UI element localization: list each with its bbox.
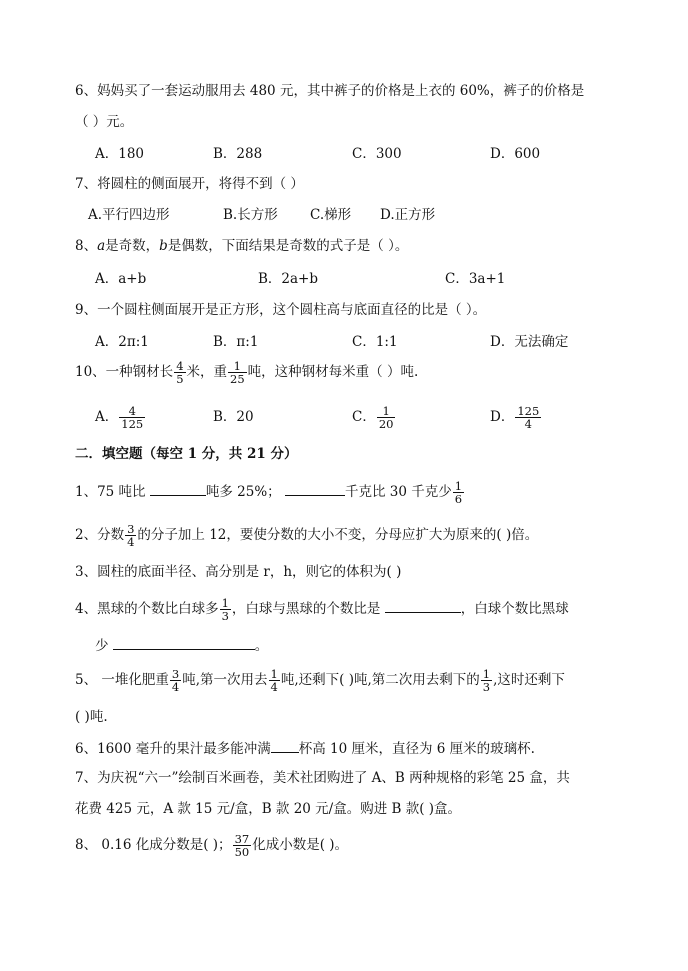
q10-option-a: A． $\frac{4}{125}$ bbox=[95, 404, 144, 431]
fill-4-fraction: $\frac{1}{3}$ bbox=[221, 596, 229, 623]
q10-p1: 10、一种钢材长 bbox=[75, 364, 174, 380]
fill-4-blank-2[interactable] bbox=[113, 635, 255, 650]
fill-1: 1、75 吨比 吨多 25%； 千克比 30 千克少 $\frac{1}{6}$ bbox=[75, 479, 463, 506]
q8-option-a: A．a+b bbox=[95, 271, 147, 287]
fill-4-line2: 少 。 bbox=[95, 635, 268, 655]
q9-option-d: D．无法确定 bbox=[490, 334, 569, 350]
q8-option-b: B．2a+b bbox=[258, 271, 319, 287]
fill-4-blank-1[interactable] bbox=[385, 598, 461, 613]
q10-fraction-weight: $\frac{1}{25}$ bbox=[230, 359, 245, 386]
q8-prefix: 8、 bbox=[75, 238, 98, 254]
q6-line1: 6、妈妈买了一套运动服用去 480 元，其中裤子的价格是上衣的 60%，裤子的价格是 bbox=[75, 83, 585, 99]
q7-option-a: A.平行四边形 bbox=[88, 207, 170, 223]
q10-option-d: D． $\frac{125}{4}$ bbox=[490, 404, 540, 431]
fill-1-fraction: $\frac{1}{6}$ bbox=[454, 479, 463, 506]
q9-option-a: A．2π:1 bbox=[95, 334, 149, 350]
fill-8-fraction: $\frac{37}{50}$ bbox=[234, 832, 250, 859]
q7-option-c: C.梯形 bbox=[310, 207, 352, 223]
q8-var-b: b bbox=[159, 238, 168, 254]
section-2-title: 二．填空题（每空 1 分，共 21 分） bbox=[75, 446, 298, 462]
q7-option-b: B.长方形 bbox=[223, 207, 278, 223]
q10-option-a-fraction: $\frac{4}{125}$ bbox=[121, 404, 144, 431]
q8-var-a: a bbox=[97, 238, 106, 254]
fill-1-blank-1[interactable] bbox=[150, 481, 206, 496]
q10-option-c: C． $\frac{1}{20}$ bbox=[352, 404, 394, 431]
q7-option-d: D.正方形 bbox=[380, 207, 436, 223]
q10-text bbox=[75, 357, 418, 387]
q6-option-b: B．288 bbox=[213, 146, 263, 162]
fill-3: 3、圆柱的底面半径、高分别是 r，h，则它的体积为( ) bbox=[75, 564, 402, 580]
q8-mid: 是奇数， bbox=[105, 238, 160, 254]
q8-suffix: 是偶数，下面结果是奇数的式子是（ ）。 bbox=[167, 238, 409, 254]
q10-p2: 米，重 bbox=[186, 364, 228, 380]
fill-7-line1: 7、为庆祝“六一”绘制百米画卷，美术社团购进了 A、B 两种规格的彩笔 25 盒，共 bbox=[75, 770, 570, 786]
fill-1-blank-2[interactable] bbox=[285, 481, 345, 496]
q10-option-b: B．20 bbox=[213, 409, 254, 425]
q6-option-a: A．180 bbox=[95, 146, 145, 162]
q8-option-c: C．3a+1 bbox=[445, 271, 506, 287]
fill-5-fraction-a: $\frac{3}{4}$ bbox=[171, 667, 180, 694]
q6-option-d: D．600 bbox=[490, 146, 541, 162]
q9-option-c: C．1:1 bbox=[352, 334, 398, 350]
fill-6-blank[interactable] bbox=[271, 738, 299, 753]
q10-option-c-fraction: $\frac{1}{20}$ bbox=[378, 404, 394, 431]
fill-2-fraction: $\frac{3}{4}$ bbox=[127, 522, 135, 549]
q10-p3: 吨，这种钢材每米重（ ）吨. bbox=[247, 364, 419, 380]
fill-5-line2: ( )吨. bbox=[75, 709, 108, 725]
fill-8: 8、 0.16 化成分数是( )； $\frac{37}{50}$ 化成小数是( )。 bbox=[75, 832, 349, 859]
q9-option-b: B．π:1 bbox=[213, 334, 259, 350]
fill-2: 2、分数 $\frac{3}{4}$ 的分子加上 12，要使分数的大小不变，分母应扩大为原来的( )倍。 bbox=[75, 522, 539, 549]
fill-7-line2: 花费 425 元，A 款 15 元/盒，B 款 20 元/盒。购进 B 款( )盒。 bbox=[75, 801, 462, 817]
q10-option-d-fraction: $\frac{125}{4}$ bbox=[517, 404, 540, 431]
fill-5-fraction-c: $\frac{1}{3}$ bbox=[482, 667, 491, 694]
q6-option-c: C．300 bbox=[352, 146, 402, 162]
q7-text: 7、将圆柱的侧面展开，将得不到（ ） bbox=[75, 176, 304, 192]
q6-line2: （ ）元。 bbox=[75, 114, 134, 130]
q9-text: 9、一个圆柱侧面展开是正方形，这个圆柱高与底面直径的比是（ ）。 bbox=[75, 302, 487, 318]
fill-4-line1: 4、黑球的个数比白球多 $\frac{1}{3}$ ，白球与黑球的个数比是 ，白球个数比黑球 bbox=[75, 596, 569, 623]
fill-6: 6、1600 毫升的果汁最多能冲满 杯高 10 厘米，直径为 6 厘米的玻璃杯. bbox=[75, 738, 535, 758]
fill-5-fraction-b: $\frac{1}{4}$ bbox=[270, 667, 278, 694]
q8-text bbox=[75, 237, 408, 255]
q10-fraction-length: $\frac{4}{5}$ bbox=[176, 359, 184, 386]
fill-5-line1: 5、 一堆化肥重 $\frac{3}{4}$ 吨,第一次用去 $\frac{1}{4}$ 吨,还剩下( )吨,第二次用去剩下的 $\frac{1}{3}$ ,这时还剩下 bbox=[75, 667, 565, 694]
